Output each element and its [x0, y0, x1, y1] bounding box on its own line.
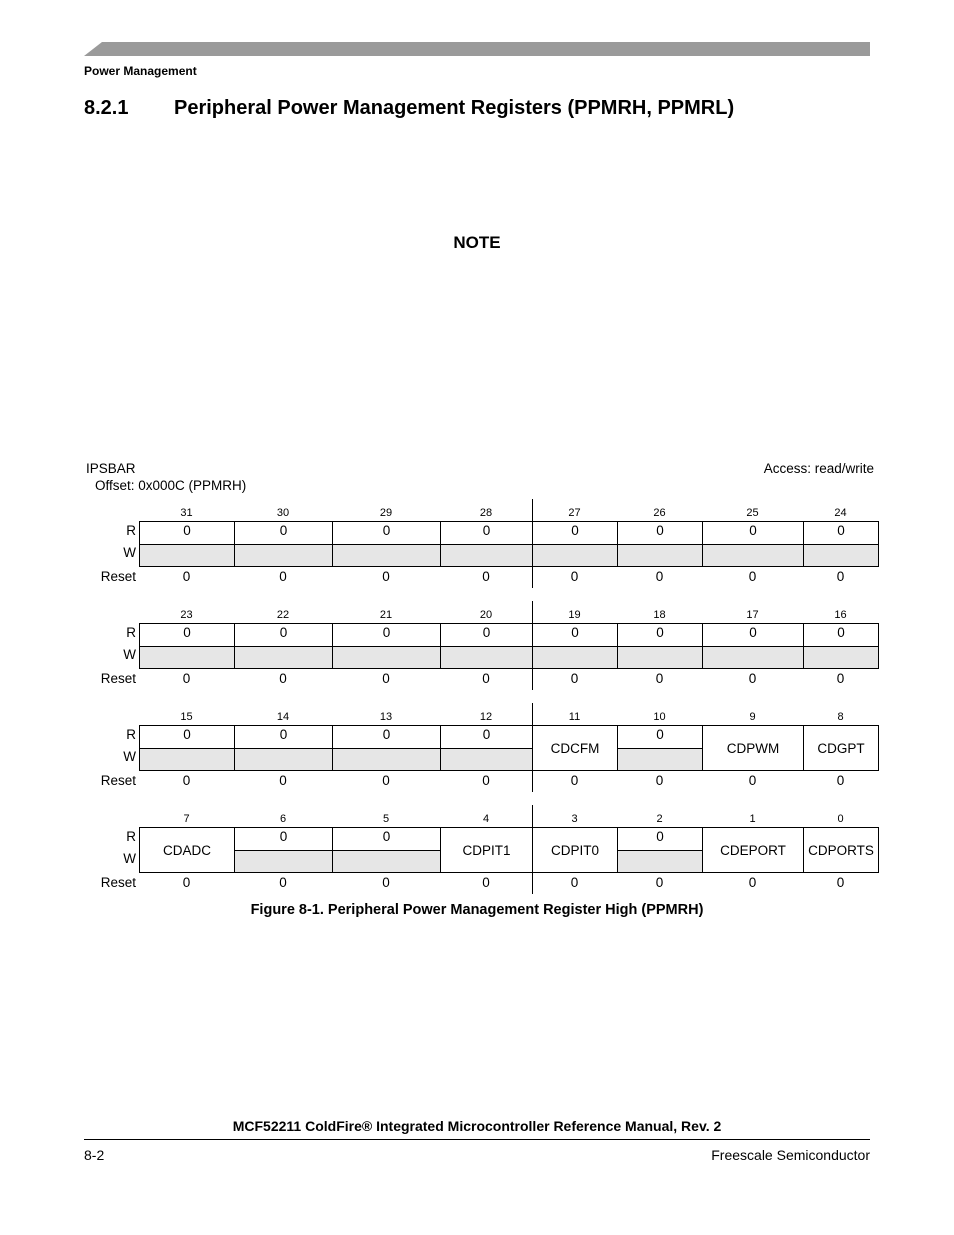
reset-value: 0: [279, 773, 287, 788]
reserved-write-cell: [234, 646, 333, 669]
reserved-write-cell: [617, 850, 703, 873]
reserved-write-cell: [440, 646, 533, 669]
register-field: CDPORTS: [803, 827, 879, 873]
reset-value: 0: [570, 773, 579, 788]
reset-value: 0: [655, 569, 664, 584]
reserved-read-value: 0: [617, 623, 703, 647]
reset-value: 0: [836, 569, 845, 584]
reserved-write-cell: [532, 544, 618, 567]
reserved-write-cell: [803, 646, 879, 669]
register-base-label: IPSBAR: [86, 461, 136, 476]
bit-number: 27: [568, 507, 581, 519]
reserved-write-cell: [332, 646, 441, 669]
bit-number: 25: [746, 507, 759, 519]
reset-value: 0: [655, 671, 664, 686]
reserved-read-value: 0: [332, 725, 441, 749]
bit-number: 23: [180, 609, 193, 621]
reset-value: 0: [748, 875, 757, 890]
reserved-write-cell: [532, 646, 618, 669]
register-row: [0, 499, 954, 591]
bit-number: 20: [479, 609, 493, 621]
bit-number: 22: [276, 609, 290, 621]
reserved-write-cell: [332, 748, 441, 771]
bit-number: 11: [568, 711, 581, 723]
row-label-r: R: [126, 727, 136, 742]
reserved-read-value: 0: [803, 623, 879, 647]
reset-value: 0: [836, 875, 845, 890]
reserved-read-value: 0: [332, 623, 441, 647]
figure-caption: Figure 8-1. Peripheral Power Management Register High (PPMRH): [250, 902, 704, 918]
bit-number: 3: [571, 813, 578, 825]
reserved-read-value: 0: [139, 725, 235, 749]
row-label-reset: Reset: [100, 875, 136, 890]
footer-manual-title: MCF52211 ColdFire® Integrated Microcontroller Reference Manual, Rev. 2: [232, 1118, 722, 1134]
reset-value: 0: [748, 671, 757, 686]
reserved-write-cell: [234, 748, 333, 771]
reset-value: 0: [182, 671, 191, 686]
reserved-write-cell: [234, 544, 333, 567]
bit-number: 29: [379, 507, 393, 519]
reset-value: 0: [279, 671, 287, 686]
row-label-r: R: [126, 829, 136, 844]
row-label-w: W: [123, 749, 136, 764]
bit-number: 30: [276, 507, 290, 519]
reserved-read-value: 0: [532, 521, 618, 545]
bit-number: 0: [837, 813, 844, 825]
row-label-w: W: [123, 647, 136, 662]
reserved-read-value: 0: [532, 623, 618, 647]
reserved-read-value: 0: [234, 521, 333, 545]
reserved-write-cell: [617, 646, 703, 669]
reset-value: 0: [836, 773, 845, 788]
bit-number: 16: [834, 609, 847, 621]
register-field: CDGPT: [803, 725, 879, 771]
bit-number: 12: [479, 711, 493, 723]
register-field: CDPWM: [702, 725, 804, 771]
bit-number: 28: [479, 507, 493, 519]
bit-number: 15: [180, 711, 193, 723]
reserved-read-value: 0: [139, 623, 235, 647]
reserved-read-value: 0: [234, 623, 333, 647]
bit-number: 4: [482, 813, 490, 825]
bit-number: 18: [653, 609, 666, 621]
reset-value: 0: [482, 671, 490, 686]
bit-number: 17: [746, 609, 759, 621]
reset-value: 0: [279, 569, 287, 584]
register-offset-label: Offset: 0x000C (PPMRH): [95, 478, 247, 493]
reserved-write-cell: [803, 544, 879, 567]
reset-value: 0: [182, 875, 191, 890]
register-field: CDADC: [139, 827, 235, 873]
section-heading: [84, 97, 734, 120]
reserved-write-cell: [440, 544, 533, 567]
reserved-write-cell: [702, 544, 804, 567]
reserved-read-value: 0: [440, 521, 533, 545]
reserved-read-value: 0: [702, 521, 804, 545]
reserved-read-value: 0: [234, 725, 333, 749]
reset-value: 0: [748, 773, 757, 788]
register-field: CDEPORT: [702, 827, 804, 873]
reserved-write-cell: [332, 850, 441, 873]
reset-value: 0: [182, 773, 191, 788]
header-banner: [84, 42, 870, 56]
reserved-write-cell: [702, 646, 804, 669]
bit-number: 13: [379, 711, 393, 723]
reset-value: 0: [570, 671, 579, 686]
register-access-label: Access: read/write: [763, 461, 874, 476]
bit-number: 2: [656, 813, 663, 825]
footer-rule: [84, 1139, 870, 1140]
bit-number: 6: [279, 813, 287, 825]
bit-number: 5: [382, 813, 390, 825]
row-label-reset: Reset: [100, 569, 136, 584]
section-number: 8.2.1: [84, 97, 129, 119]
reserved-read-value: 0: [332, 521, 441, 545]
publisher-name: Freescale Semiconductor: [711, 1147, 870, 1163]
bit-number: 7: [183, 813, 190, 825]
reset-value: 0: [482, 875, 490, 890]
bit-number: 1: [749, 813, 756, 825]
reset-value: 0: [382, 671, 390, 686]
register-field: CDPIT0: [532, 827, 618, 873]
reserved-write-cell: [139, 646, 235, 669]
reserved-read-value: 0: [234, 827, 333, 851]
reserved-read-value: 0: [803, 521, 879, 545]
register-field: CDCFM: [532, 725, 618, 771]
reserved-read-value: 0: [617, 521, 703, 545]
bit-number: 9: [749, 711, 756, 723]
row-label-w: W: [123, 545, 136, 560]
row-label-r: R: [126, 523, 136, 538]
bit-number: 19: [568, 609, 581, 621]
reserved-write-cell: [139, 544, 235, 567]
note-title: NOTE: [453, 233, 501, 252]
page-number: 8-2: [84, 1147, 105, 1163]
reset-value: 0: [482, 569, 490, 584]
reserved-write-cell: [139, 748, 235, 771]
reset-value: 0: [748, 569, 757, 584]
reset-value: 0: [382, 875, 390, 890]
register-row: [0, 805, 954, 897]
reset-value: 0: [382, 569, 390, 584]
section-title: Peripheral Power Management Registers (PPMRH, PPMRL): [174, 97, 735, 119]
reset-value: 0: [836, 671, 845, 686]
row-label-reset: Reset: [100, 671, 136, 686]
reserved-read-value: 0: [617, 725, 703, 749]
register-row: [0, 601, 954, 693]
register-field: CDPIT1: [440, 827, 533, 873]
reserved-write-cell: [617, 748, 703, 771]
reserved-read-value: 0: [702, 623, 804, 647]
reset-value: 0: [382, 773, 390, 788]
reset-value: 0: [482, 773, 490, 788]
reserved-write-cell: [440, 748, 533, 771]
bit-number: 14: [276, 711, 290, 723]
reserved-read-value: 0: [440, 623, 533, 647]
reserved-read-value: 0: [332, 827, 441, 851]
register-row: [0, 703, 954, 795]
reserved-read-value: 0: [617, 827, 703, 851]
row-label-reset: Reset: [100, 773, 136, 788]
row-label-r: R: [126, 625, 136, 640]
bit-number: 8: [837, 711, 844, 723]
bit-number: 24: [834, 507, 847, 519]
reserved-read-value: 0: [440, 725, 533, 749]
bit-number: 31: [180, 507, 193, 519]
reset-value: 0: [279, 875, 287, 890]
reserved-write-cell: [234, 850, 333, 873]
running-head: Power Management: [84, 64, 197, 78]
bit-number: 26: [653, 507, 666, 519]
bit-number: 21: [379, 609, 393, 621]
reset-value: 0: [570, 875, 579, 890]
reset-value: 0: [655, 875, 664, 890]
reserved-write-cell: [332, 544, 441, 567]
reset-value: 0: [655, 773, 664, 788]
reserved-read-value: 0: [139, 521, 235, 545]
bit-number: 10: [653, 711, 666, 723]
reset-value: 0: [182, 569, 191, 584]
reset-value: 0: [570, 569, 579, 584]
row-label-w: W: [123, 851, 136, 866]
reserved-write-cell: [617, 544, 703, 567]
